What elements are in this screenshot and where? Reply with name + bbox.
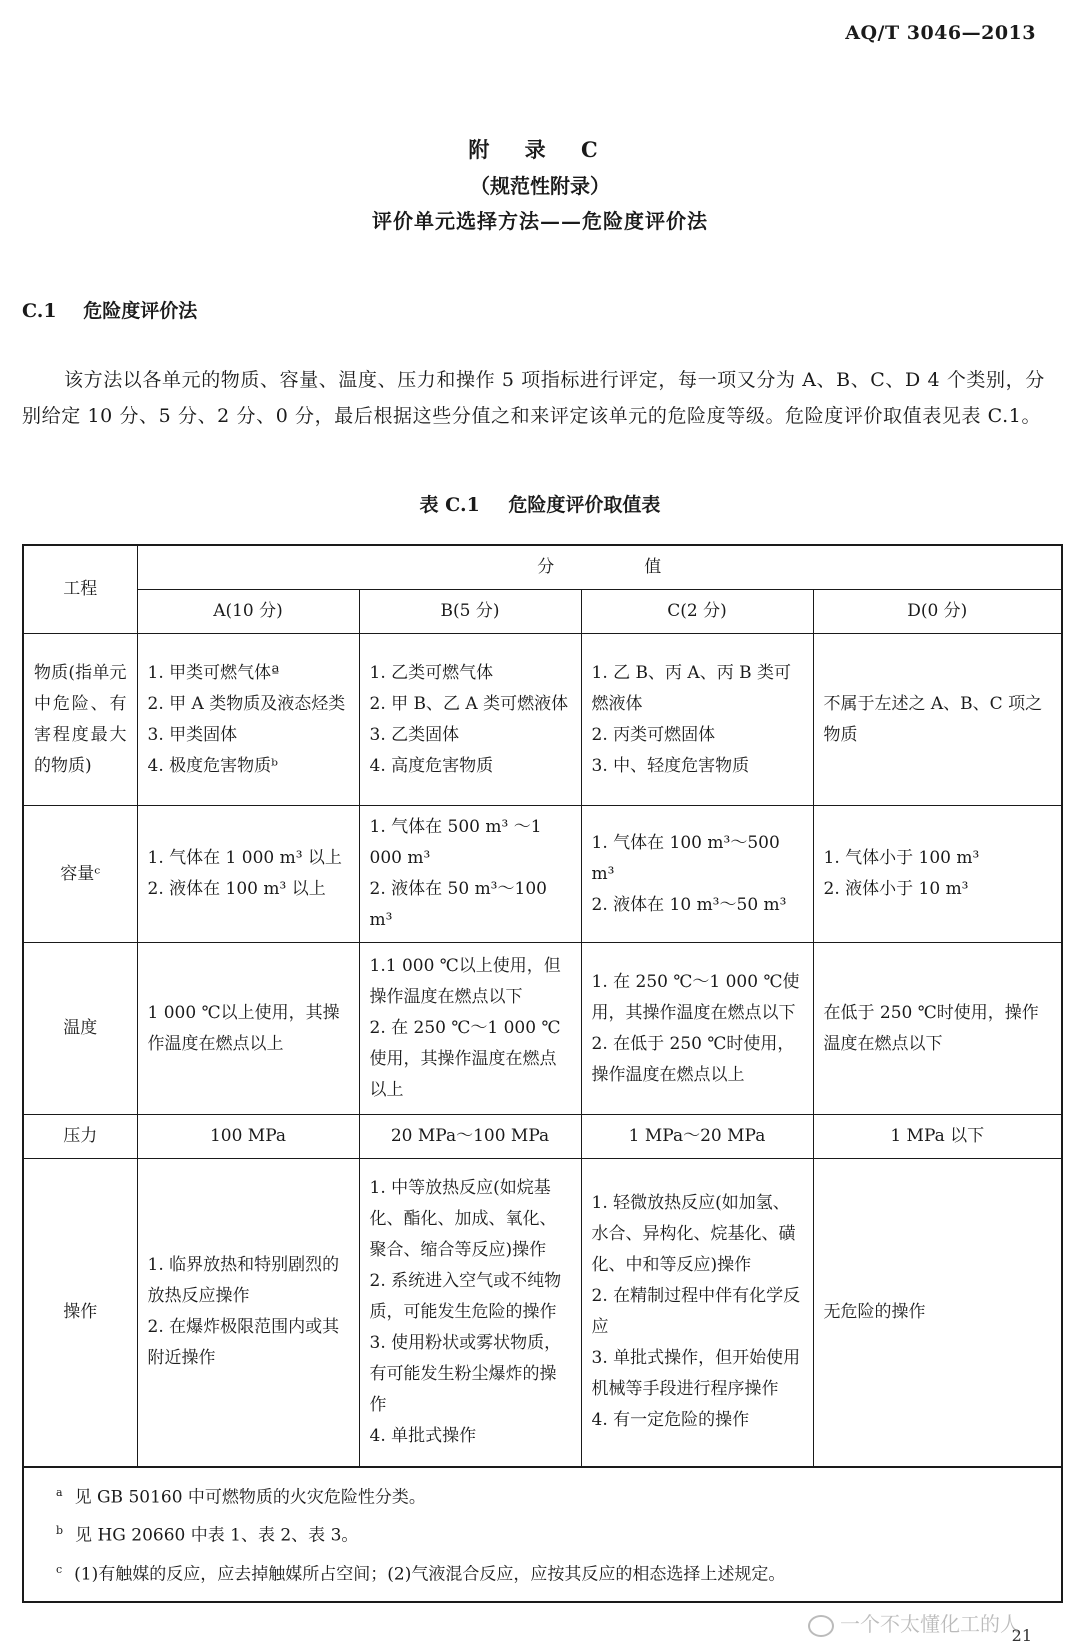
table-caption	[0, 490, 1080, 517]
cell-line: 1 000 ℃以上使用，其操作温度在燃点以上	[147, 1002, 340, 1054]
appendix-heading: 评价单元选择方法——危险度评价法	[372, 209, 708, 233]
cell-line: 3. 中、轻度危害物质	[591, 755, 750, 776]
cell-line: 1. 乙类可燃气体	[369, 662, 494, 683]
table-caption-number: 表 C.1	[419, 494, 480, 516]
cell-line: 在低于 250 ℃时使用，操作温度在燃点以下	[823, 1002, 1039, 1054]
cell-c	[581, 1115, 813, 1159]
watermark	[808, 1608, 1020, 1637]
table-row	[23, 1115, 1062, 1159]
note-text: (1)有触媒的反应，应去掉触媒所占空间；(2)气液混合反应，应按其反应的相态选择上述规定。	[74, 1564, 786, 1585]
cell-line: 1.1 000 ℃以上使用，但操作温度在燃点以下	[369, 956, 561, 1007]
cell-d	[813, 634, 1062, 806]
cell-line: 1. 气体在 500 m³ ～1 000 m³	[369, 817, 542, 868]
appendix-title: 附 录 C	[468, 137, 612, 162]
cell-line: 1. 临界放热和特别剧烈的放热反应操作	[147, 1255, 340, 1307]
section-number: C.1	[22, 300, 57, 322]
watermark-text: 一个不太懂化工的人	[840, 1612, 1020, 1636]
note-text: 见 GB 50160 中可燃物质的火灾危险性分类。	[74, 1487, 426, 1508]
cell-line: 4. 有一定危险的操作	[591, 1410, 750, 1431]
header-col-c: C(2 分)	[581, 590, 813, 634]
cell-line: 2. 甲 B、乙 A 类可燃液体	[369, 693, 569, 714]
table-row	[23, 1159, 1062, 1467]
cell-c	[581, 1159, 813, 1467]
table-notes-row	[23, 1467, 1062, 1603]
cell-a	[137, 806, 359, 943]
cell-line: 1. 中等放热反应(如烷基化、酯化、加成、氧化、聚合、缩合等反应)操作	[369, 1177, 557, 1260]
row-label: 温度	[23, 943, 137, 1115]
cell-line: 2. 甲 A 类物质及液态烃类	[147, 693, 346, 714]
cell-b	[359, 1115, 581, 1159]
table-row	[23, 806, 1062, 943]
cell-line: 100 MPa	[209, 1126, 287, 1146]
header-score-group: 分值	[137, 545, 1062, 590]
table-notes	[23, 1467, 1062, 1603]
cell-c	[581, 943, 813, 1115]
row-label: 压力	[23, 1115, 137, 1159]
standard-number: AQ/T 3046—2013	[845, 22, 1036, 44]
cell-line: 1. 在 250 ℃～1 000 ℃使用，其操作温度在燃点以下	[591, 971, 800, 1023]
header-col-b: B(5 分)	[359, 590, 581, 634]
cell-line: 4. 高度危害物质	[369, 755, 494, 776]
cell-line: 2. 液体在 10 m³～50 m³	[591, 894, 787, 915]
cell-line: 20 MPa～100 MPa	[390, 1126, 550, 1146]
cell-d	[813, 806, 1062, 943]
cell-line: 无危险的操作	[823, 1301, 926, 1322]
page-number: 21	[1011, 1626, 1032, 1645]
table-caption-title: 危险度评价取值表	[508, 494, 661, 516]
cell-c	[581, 634, 813, 806]
section-title: 危险度评价法	[83, 300, 198, 322]
cell-b	[359, 634, 581, 806]
cell-line: 不属于左述之 A、B、C 项之物质	[823, 693, 1043, 745]
cell-line: 2. 在 250 ℃～1 000 ℃使用，其操作温度在燃点以上	[369, 1018, 561, 1100]
section-heading	[22, 296, 197, 323]
cell-b	[359, 1159, 581, 1467]
cell-line: 3. 单批式操作，但开始使用机械等手段进行程序操作	[591, 1348, 801, 1400]
header-col-a: A(10 分)	[137, 590, 359, 634]
row-label: 操作	[23, 1159, 137, 1467]
header-col-d: D(0 分)	[813, 590, 1062, 634]
cell-line: 1. 气体在 100 m³～500 m³	[591, 832, 780, 884]
cell-d	[813, 1115, 1062, 1159]
evaluation-table	[22, 544, 1063, 1603]
cell-line: 3. 乙类固体	[369, 724, 460, 745]
cell-a	[137, 634, 359, 806]
row-label: 物质(指单元中危险、有害程度最大的物质)	[23, 634, 137, 806]
cell-line: 1 MPa 以下	[890, 1126, 985, 1146]
cell-line: 2. 系统进入空气或不纯物质，可能发生危险的操作	[369, 1270, 562, 1322]
cell-line: 1. 气体小于 100 m³	[823, 848, 980, 868]
cell-line: 1. 气体在 1 000 m³ 以上	[147, 848, 342, 868]
cell-d	[813, 1159, 1062, 1467]
table-note	[56, 1553, 1049, 1592]
cell-line: 1 MPa～20 MPa	[628, 1126, 766, 1146]
cell-line: 2. 在低于 250 ℃时使用，操作温度在燃点以上	[591, 1033, 795, 1085]
note-mark: a	[56, 1485, 63, 1499]
cell-d	[813, 943, 1062, 1115]
table-subheader-row	[23, 590, 1062, 634]
cell-line: 2. 丙类可燃固体	[591, 724, 716, 745]
table-row	[23, 634, 1062, 806]
cell-line: 1. 甲类可燃气体ª	[147, 662, 280, 683]
cell-b	[359, 806, 581, 943]
cell-line: 4. 极度危害物质ᵇ	[147, 755, 278, 776]
cell-line: 2. 液体小于 10 m³	[823, 879, 969, 899]
table-header-row	[23, 545, 1062, 590]
cell-a	[137, 1115, 359, 1159]
cell-line: 1. 轻微放热反应(如加氢、水合、异构化、烷基化、磺化、中和等反应)操作	[591, 1193, 796, 1276]
cell-line: 4. 单批式操作	[369, 1425, 477, 1446]
body-paragraph: 该方法以各单元的物质、容量、温度、压力和操作 5 项指标进行评定，每一项又分为 A、B、C、D 4 个类别，分别给定 10 分、5 分、2 分、0 分，最后根据这些分值之和来评定该单元的危险度等级。危险度评价取值表见表 C.1。	[22, 369, 1045, 427]
row-label: 容量ᶜ	[23, 806, 137, 943]
cell-a	[137, 1159, 359, 1467]
cell-c	[581, 806, 813, 943]
wechat-icon	[808, 1615, 834, 1637]
note-mark: c	[56, 1562, 63, 1576]
table-note	[56, 1514, 1049, 1553]
note-mark: b	[56, 1524, 64, 1538]
cell-line: 3. 甲类固体	[147, 724, 238, 745]
table-note	[56, 1476, 1049, 1515]
cell-line: 2. 在爆炸极限范围内或其附近操作	[147, 1317, 340, 1369]
header-project: 工程	[23, 545, 137, 634]
cell-line: 2. 液体在 50 m³～100 m³	[369, 879, 547, 930]
cell-line: 1. 乙 B、丙 A、丙 B 类可燃液体	[591, 662, 792, 714]
cell-line: 2. 液体在 100 m³ 以上	[147, 879, 326, 899]
note-text: 见 HG 20660 中表 1、表 2、表 3。	[75, 1525, 359, 1546]
appendix-subtitle: （规范性附录）	[470, 174, 610, 198]
cell-line: 3. 使用粉状或雾状物质，有可能发生粉尘爆炸的操作	[369, 1332, 562, 1415]
table-row	[23, 943, 1062, 1115]
cell-b	[359, 943, 581, 1115]
cell-line: 2. 在精制过程中伴有化学反应	[591, 1286, 801, 1338]
cell-a	[137, 943, 359, 1115]
